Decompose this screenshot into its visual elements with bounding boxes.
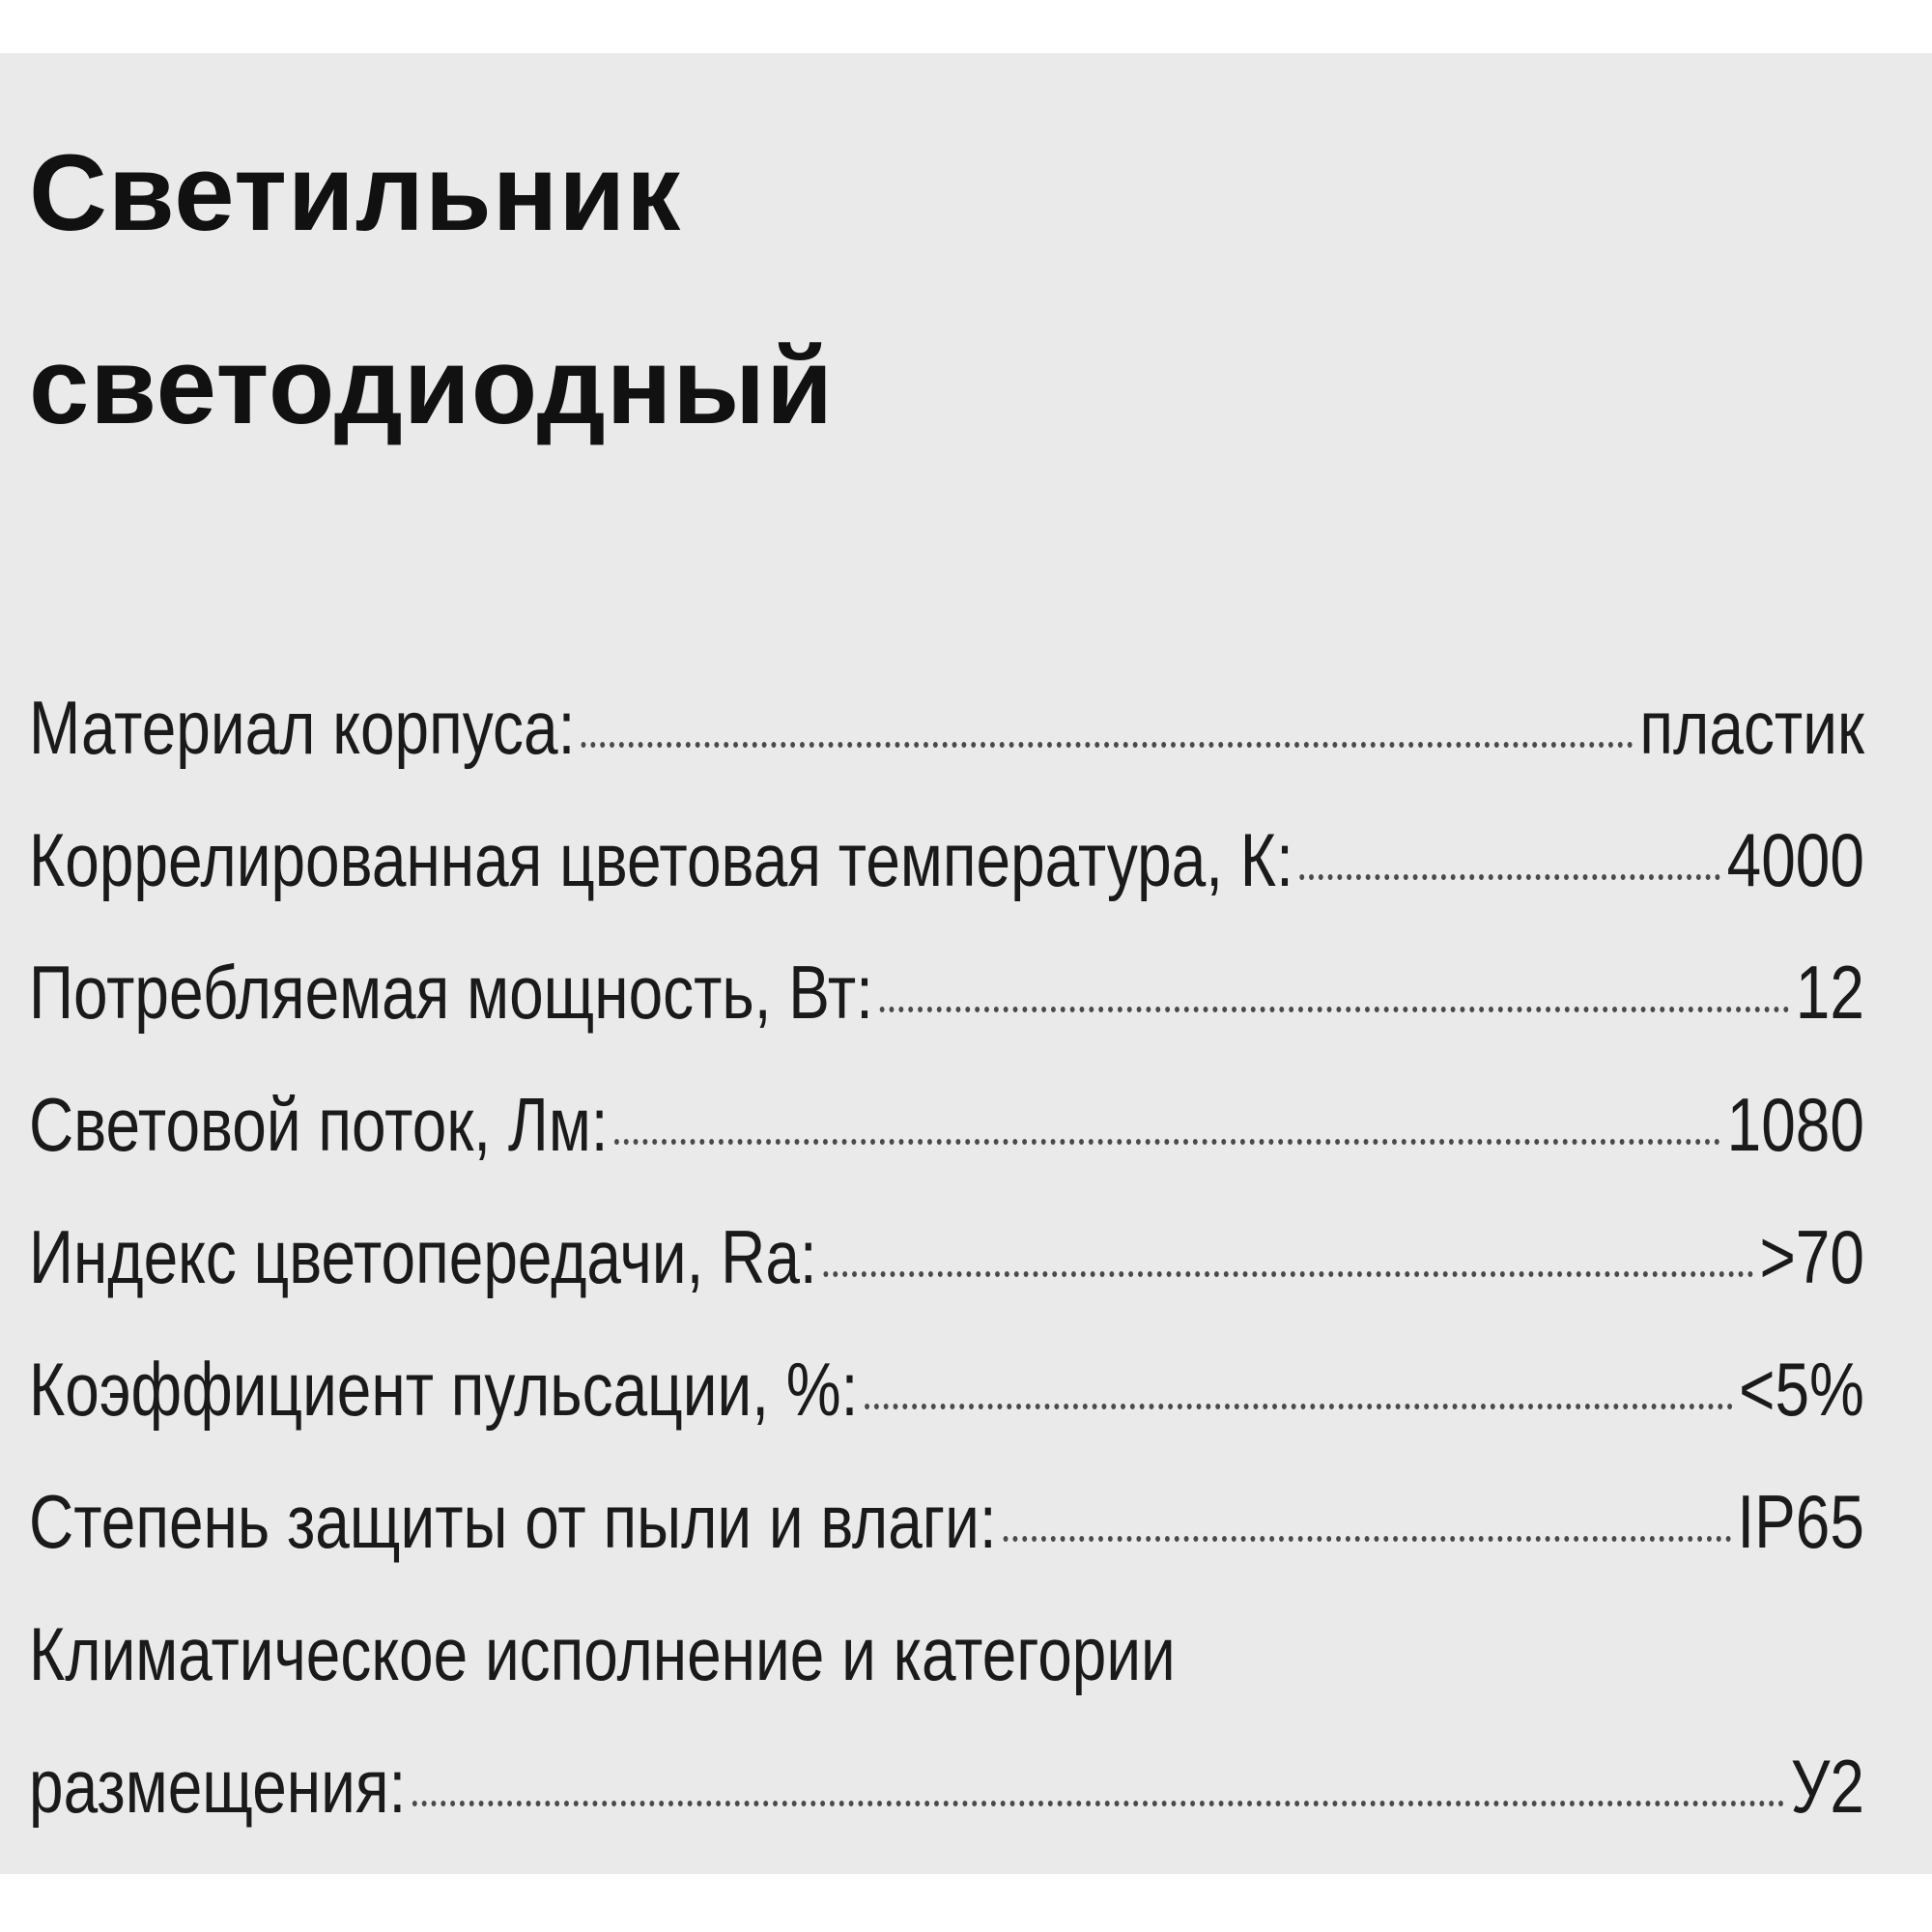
spec-label: Индекс цветопередачи, Ra: bbox=[29, 1214, 817, 1299]
spec-label: Материал корпуса: bbox=[29, 685, 576, 770]
spec-label: Степень защиты от пыли и влаги: bbox=[29, 1479, 997, 1564]
spec-row-color-rendering-index bbox=[29, 1191, 1864, 1323]
product-title bbox=[29, 97, 834, 483]
dotted-leader bbox=[614, 1139, 1720, 1145]
spec-label: Коэффициент пульсации, %: bbox=[29, 1347, 859, 1432]
title-line-1: Светильник bbox=[29, 132, 682, 253]
spec-row-ripple-factor bbox=[29, 1323, 1864, 1456]
spec-label: размещения: bbox=[29, 1744, 407, 1829]
dotted-leader bbox=[1003, 1536, 1731, 1542]
dotted-leader bbox=[412, 1801, 1784, 1806]
spec-row-housing-material bbox=[29, 662, 1864, 794]
spec-label: Климатическое исполнение и категории bbox=[29, 1611, 1176, 1696]
spec-row-ingress-protection bbox=[29, 1456, 1864, 1588]
spec-row-color-temperature bbox=[29, 794, 1864, 926]
spec-value: 12 bbox=[1795, 950, 1864, 1035]
spec-row-luminous-flux bbox=[29, 1059, 1864, 1191]
spec-label: Световой поток, Лм: bbox=[29, 1082, 609, 1167]
dotted-leader bbox=[582, 742, 1634, 748]
dotted-leader bbox=[865, 1404, 1733, 1409]
spec-list bbox=[29, 662, 1864, 1853]
spec-row-power bbox=[29, 926, 1864, 1059]
spec-value: У2 bbox=[1790, 1744, 1864, 1829]
spec-row-climate-line-2 bbox=[29, 1720, 1864, 1853]
dotted-leader bbox=[879, 1007, 1789, 1012]
spec-row-climate-line-1 bbox=[29, 1588, 1864, 1720]
spec-value: IP65 bbox=[1737, 1479, 1864, 1564]
spec-value: 4000 bbox=[1726, 817, 1864, 902]
dotted-leader bbox=[1299, 874, 1720, 880]
title-line-2: светодиодный bbox=[29, 326, 834, 446]
spec-label: Потребляемая мощность, Вт: bbox=[29, 950, 873, 1035]
spec-label: Коррелированная цветовая температура, К: bbox=[29, 817, 1293, 902]
spec-value: пластик bbox=[1639, 685, 1864, 770]
dotted-leader bbox=[823, 1271, 1753, 1277]
spec-value: 1080 bbox=[1726, 1082, 1864, 1167]
spec-value: <5% bbox=[1739, 1347, 1864, 1432]
spec-value: >70 bbox=[1759, 1214, 1864, 1299]
spec-label-card bbox=[0, 53, 1932, 1874]
